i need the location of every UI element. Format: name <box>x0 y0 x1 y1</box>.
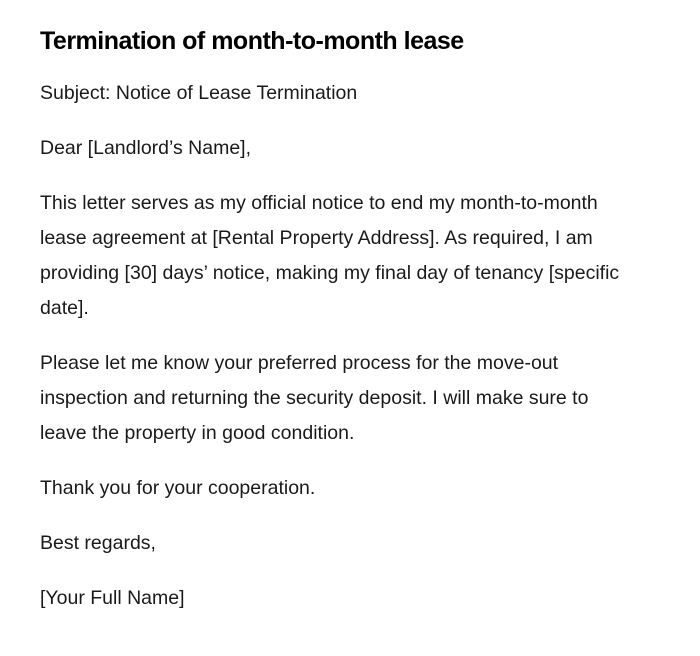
signature: [Your Full Name] <box>40 587 185 609</box>
closing: Best regards, <box>40 532 156 554</box>
greeting: Dear [Landlord’s Name], <box>40 137 251 159</box>
subject-line: Subject: Notice of Lease Termination <box>40 82 358 104</box>
letter-document <box>40 24 660 636</box>
thanks-line: Thank you for your cooperation. <box>40 477 316 499</box>
body-paragraph-1: This letter serves as my official notice to end my month-to-month lease agreement at [Rental Property Address]. As required, I am providing [30] days’ notice, making my final day of tenancy [specific date]. <box>40 192 620 319</box>
body-paragraph-2: Please let me know your preferred process for the move-out inspection and returning the security deposit. I will make sure to leave the property in good condition. <box>40 352 589 444</box>
document-title: Termination of month-to-month lease <box>40 27 464 55</box>
